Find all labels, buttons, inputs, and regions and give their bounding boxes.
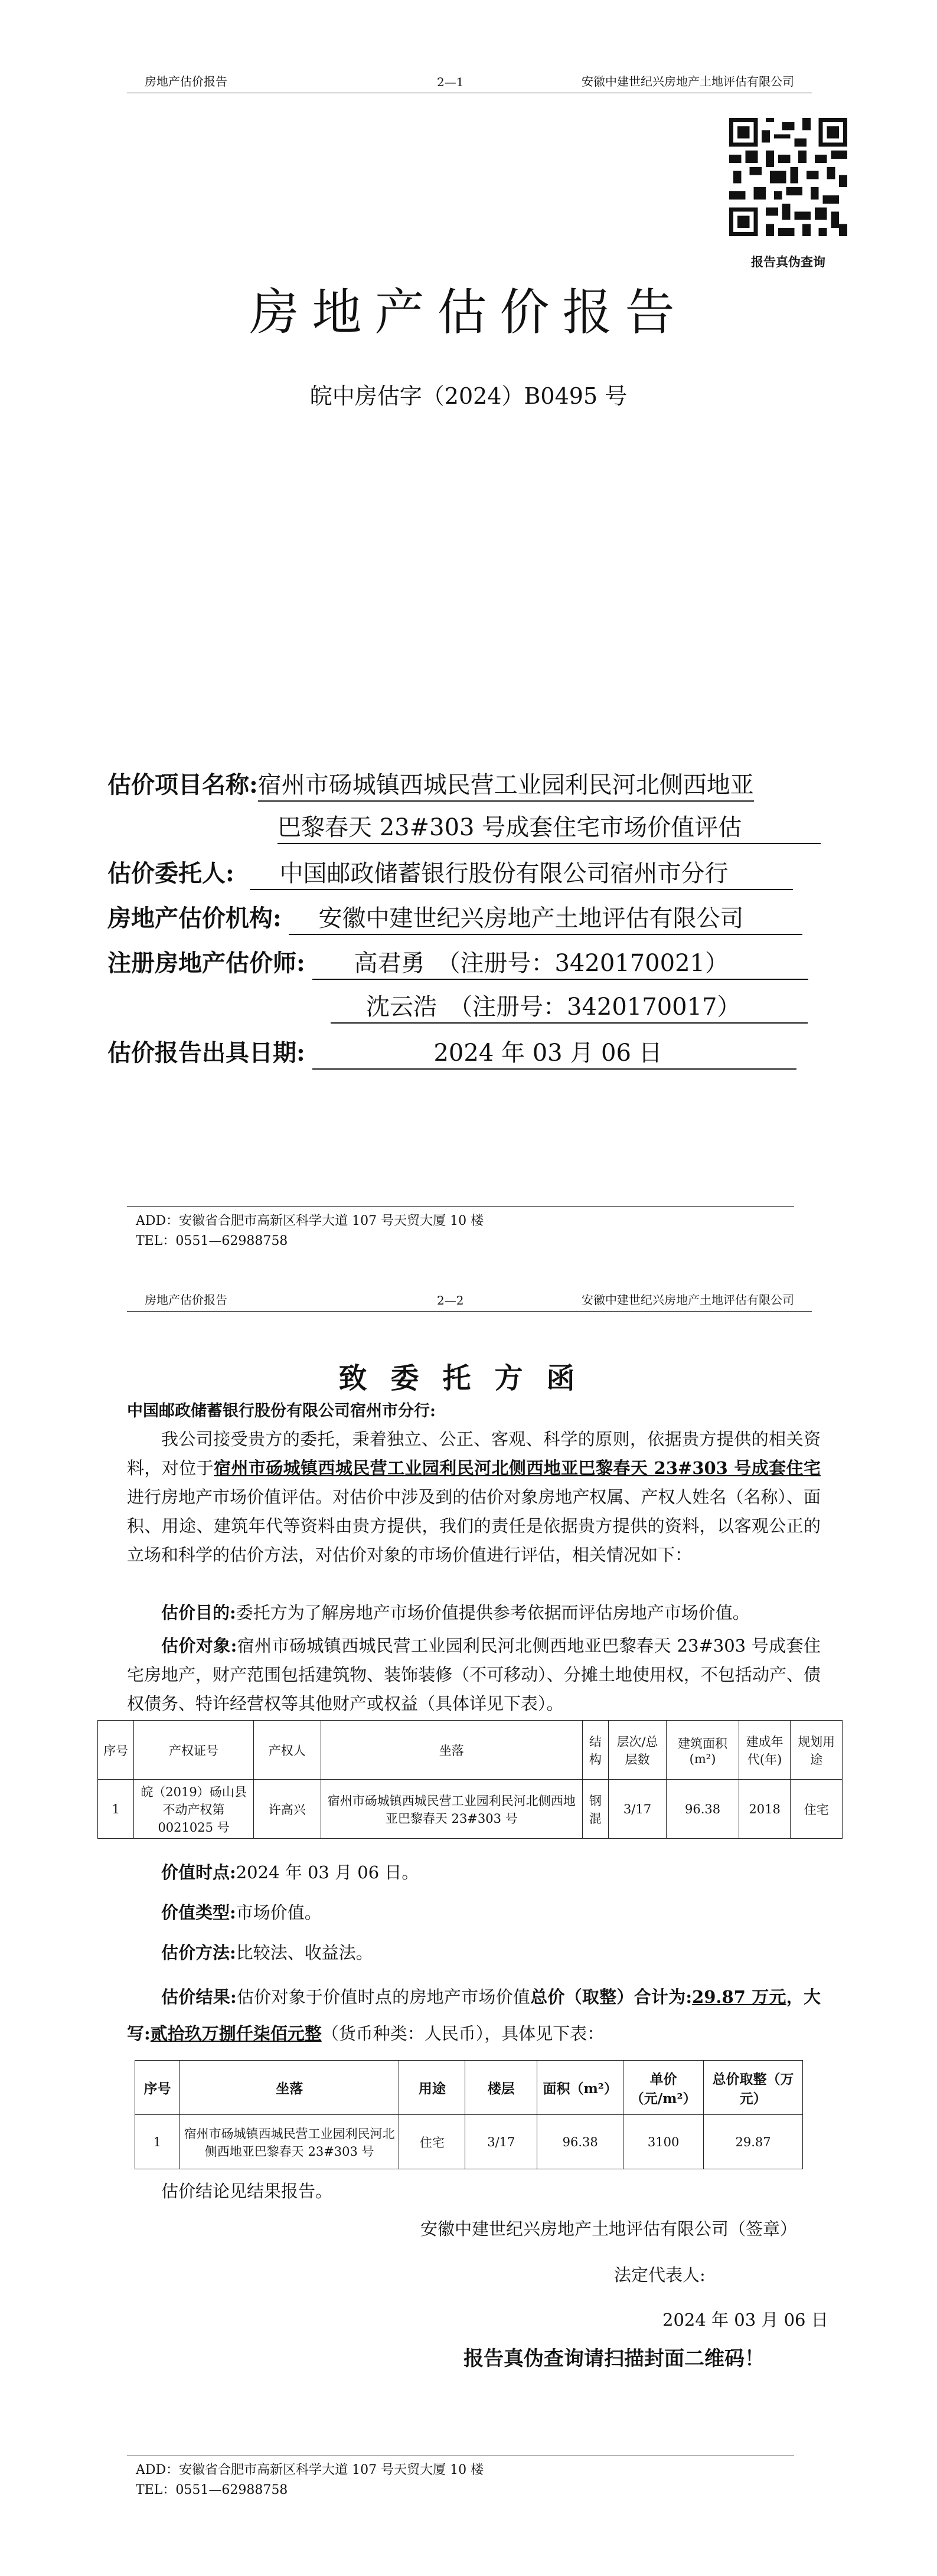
table-cell: 皖（2019）砀山县不动产权第 0021025 号 bbox=[134, 1780, 254, 1839]
signature-date: 2024 年 03 月 06 日 bbox=[662, 2310, 828, 2330]
project-name-field-line2 bbox=[277, 810, 821, 845]
letter-page bbox=[0, 1288, 937, 2576]
method-text: 比较法、收益法。 bbox=[236, 1943, 373, 1963]
valuation-table-header bbox=[135, 2061, 803, 2115]
report-date-field bbox=[107, 1035, 796, 1071]
method-label: 估价方法: bbox=[161, 1943, 236, 1963]
header-left: 房地产估价报告 bbox=[145, 1293, 227, 1307]
value-type-text: 市场价值。 bbox=[236, 1902, 322, 1923]
method-line bbox=[127, 1938, 855, 1967]
result-text-c: ，大写: bbox=[127, 1987, 821, 2044]
result-text-b: 总价（取整）合计为: bbox=[530, 1987, 693, 2007]
header-right: 安徽中建世纪兴房地产土地评估有限公司 bbox=[582, 74, 794, 89]
col-header: 结构 bbox=[582, 1721, 608, 1780]
report-title: 房地产估价报告 bbox=[249, 283, 688, 341]
signature-representative: 法定代表人: bbox=[614, 2265, 706, 2285]
agency-field bbox=[107, 901, 802, 936]
project-name-field bbox=[107, 767, 754, 803]
report-date-value: 2024 年 03 月 06 日 bbox=[312, 1038, 796, 1070]
table-cell: 住宅 bbox=[791, 1780, 843, 1839]
table-cell: 许高兴 bbox=[253, 1780, 321, 1839]
result-text-a: 估价对象于价值时点的房地产市场价值 bbox=[236, 1987, 531, 2007]
value-time-label: 价值时点: bbox=[161, 1862, 236, 1882]
table-cell: 宿州市砀城镇西城民营工业园利民河北侧西地亚巴黎春天 23#303 号 bbox=[179, 2115, 399, 2169]
table-row bbox=[98, 1780, 843, 1839]
col-header: 规划用途 bbox=[791, 1721, 843, 1780]
col-header: 层次/总层数 bbox=[608, 1721, 667, 1780]
verification-notice: 报告真伪查询请扫描封面二维码！ bbox=[463, 2347, 765, 2371]
col-header: 坐落 bbox=[321, 1721, 582, 1780]
client-field bbox=[107, 856, 793, 891]
report-date-label: 估价报告出具日期: bbox=[107, 1039, 305, 1067]
col-header: 序号 bbox=[135, 2061, 180, 2115]
header-left: 房地产估价报告 bbox=[145, 74, 227, 89]
purpose-text: 委托方为了解房地产市场价值提供参考依据而评估房地产市场价值。 bbox=[236, 1603, 750, 1623]
appraiser-1: 高君勇 （注册号：3420170021） bbox=[312, 948, 808, 980]
col-header: 单价（元/m²） bbox=[623, 2061, 704, 2115]
object-paragraph bbox=[127, 1632, 821, 1718]
footer-address: ADD：安徽省合肥市高新区科学大道 107 号天贸大厦 10 楼 bbox=[136, 1214, 484, 1228]
table-cell: 1 bbox=[135, 2115, 180, 2169]
value-time-text: 2024 年 03 月 06 日。 bbox=[236, 1862, 419, 1882]
table-row bbox=[135, 2115, 803, 2169]
table-cell: 住宅 bbox=[399, 2115, 465, 2169]
value-time-line bbox=[127, 1858, 855, 1887]
appraiser-label: 注册房地产估价师: bbox=[107, 949, 305, 977]
footer-tel: TEL：0551—62988758 bbox=[136, 1234, 288, 1248]
table-cell: 钢混 bbox=[582, 1780, 608, 1839]
footer-tel: TEL：0551—62988758 bbox=[136, 2483, 288, 2497]
letter-addressee: 中国邮政储蓄银行股份有限公司宿州市分行: bbox=[127, 1402, 436, 1420]
agency-value: 安徽中建世纪兴房地产土地评估有限公司 bbox=[289, 903, 802, 935]
appraiser-2: 沈云浩 （注册号：3420170017） bbox=[331, 992, 808, 1024]
footer bbox=[136, 1211, 484, 1251]
table-cell: 96.38 bbox=[537, 2115, 623, 2169]
header-page-number: 2—2 bbox=[437, 1293, 464, 1307]
col-header: 产权证号 bbox=[134, 1721, 254, 1780]
col-header: 楼层 bbox=[465, 2061, 537, 2115]
intro-property-address: 宿州市砀城镇西城民营工业园利民河北侧西地亚巴黎春天 23#303 号成套住宅 bbox=[214, 1458, 821, 1478]
col-header: 序号 bbox=[98, 1721, 134, 1780]
col-header: 用途 bbox=[399, 2061, 465, 2115]
result-text-d: （货币种类：人民币），具体见下表： bbox=[321, 2023, 605, 2044]
project-name-label: 估价项目名称: bbox=[107, 771, 258, 799]
col-header: 建筑面积(m²) bbox=[667, 1721, 739, 1780]
property-table bbox=[97, 1720, 843, 1839]
col-header: 面积（m²） bbox=[537, 2061, 623, 2115]
object-label: 估价对象: bbox=[161, 1636, 237, 1656]
property-table-header bbox=[98, 1721, 843, 1780]
footer-rule bbox=[127, 1206, 794, 1207]
object-text: 宿州市砀城镇西城民营工业园利民河北侧西地亚巴黎春天 23#303 号成套住宅房地产，财产范围包括建筑物、装饰装修（不可移动）、分摊土地使用权，不包括动产、债权债务、特许经营权等其他财产或权益（具体详见下表）。 bbox=[127, 1636, 821, 1714]
table-cell: 29.87 bbox=[704, 2115, 803, 2169]
letter-intro bbox=[127, 1425, 821, 1570]
table-cell: 3/17 bbox=[465, 2115, 537, 2169]
table-cell: 3/17 bbox=[608, 1780, 667, 1839]
conclusion-line: 估价结论见结果报告。 bbox=[161, 2181, 333, 2201]
header-right: 安徽中建世纪兴房地产土地评估有限公司 bbox=[582, 1293, 794, 1307]
qr-code[interactable] bbox=[729, 118, 847, 236]
table-cell: 1 bbox=[98, 1780, 134, 1839]
footer bbox=[136, 2460, 484, 2500]
signature-company: 安徽中建世纪兴房地产土地评估有限公司（签章） bbox=[420, 2219, 798, 2239]
col-header: 产权人 bbox=[253, 1721, 321, 1780]
result-amount-uppercase: 贰拾玖万捌仟柒佰元整 bbox=[150, 2023, 322, 2044]
value-type-line bbox=[127, 1898, 855, 1927]
table-cell: 3100 bbox=[623, 2115, 704, 2169]
document-number: 皖中房估字（2024）B0495 号 bbox=[309, 383, 628, 409]
col-header: 建成年代(年) bbox=[739, 1721, 791, 1780]
table-cell: 2018 bbox=[739, 1780, 791, 1839]
page-header bbox=[127, 1288, 812, 1312]
project-name-value-1: 宿州市砀城镇西城民营工业园利民河北侧西地亚 bbox=[258, 770, 754, 802]
project-name-value-2: 巴黎春天 23#303 号成套住宅市场价值评估 bbox=[277, 812, 821, 844]
page-header bbox=[127, 70, 812, 93]
footer-address: ADD：安徽省合肥市高新区科学大道 107 号天贸大厦 10 楼 bbox=[136, 2463, 484, 2477]
intro-text-b: 进行房地产市场价值评估。对估价中涉及到的估价对象房地产权属、产权人姓名（名称）、面积、用途、建筑年代等资料由贵方提供，我们的责任是依据贵方提供的资料，以客观公正的立场和科学的估价方法，对估价对象的市场价值进行评估，相关情况如下： bbox=[127, 1487, 821, 1565]
agency-label: 房地产估价机构: bbox=[107, 904, 282, 932]
table-cell: 宿州市砀城镇西城民营工业园利民河北侧西地亚巴黎春天 23#303 号 bbox=[321, 1780, 582, 1839]
client-label: 估价委托人: bbox=[107, 859, 234, 887]
col-header: 总价取整（万元） bbox=[704, 2061, 803, 2115]
table-cell: 96.38 bbox=[667, 1780, 739, 1839]
header-page-number: 2—1 bbox=[437, 75, 464, 89]
value-type-label: 价值类型: bbox=[161, 1902, 236, 1923]
appraiser-field-line2 bbox=[331, 989, 808, 1025]
appraiser-field bbox=[107, 946, 808, 981]
client-value: 中国邮政储蓄银行股份有限公司宿州市分行 bbox=[250, 858, 793, 890]
purpose-paragraph bbox=[127, 1598, 821, 1627]
result-label: 估价结果: bbox=[161, 1987, 237, 2007]
result-paragraph bbox=[127, 1979, 821, 2052]
purpose-label: 估价目的: bbox=[161, 1603, 236, 1623]
col-header: 坐落 bbox=[179, 2061, 399, 2115]
intro-text-a: 我公司接受贵方的委托，秉着独立、公正、客观、科学的原则，依据贵方提供的相关资料，对位于 bbox=[127, 1429, 821, 1478]
result-amount: 29.87 万元 bbox=[692, 1987, 786, 2007]
letter-title: 致委托方函 bbox=[338, 1362, 599, 1395]
valuation-table bbox=[135, 2060, 803, 2169]
qr-caption: 报告真伪查询 bbox=[751, 254, 825, 269]
